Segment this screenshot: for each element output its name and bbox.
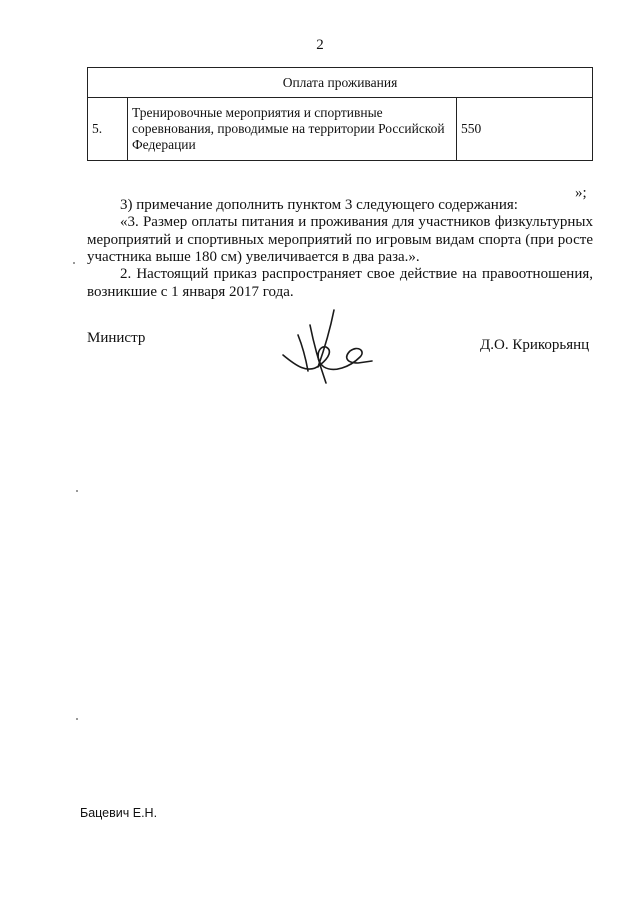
scan-speck (76, 490, 78, 492)
handwritten-signature (280, 305, 375, 395)
signer-name: Д.О. Крикорьянц (480, 337, 590, 353)
paragraph-note-3: «3. Размер оплаты питания и проживания для участников физкультурных мероприятий и спортивных мероприятий по игровым видам спорта (при росте участника выше 180 см) увеличивается в два раза.». (87, 214, 593, 265)
paragraph-item-3: 3) примечание дополнить пунктом 3 следующего содержания: (120, 197, 518, 213)
signer-position: Министр (87, 330, 146, 346)
row-name: Тренировочные мероприятия и спортивные соревнования, проводимые на территории Российской Федерации (128, 98, 457, 161)
scan-speck (73, 262, 75, 264)
row-value: 550 (457, 98, 593, 161)
closing-quote-mark: »; (575, 185, 587, 201)
table-section-header-row (88, 68, 593, 98)
executor-name: Бацевич Е.Н. (80, 806, 158, 820)
table-row (88, 98, 593, 161)
page-number: 2 (316, 37, 324, 53)
paragraph-item-2: 2. Настоящий приказ распространяет свое действие на правоотношения, возникшие с 1 января 2017 года. (87, 266, 593, 300)
table-section-header: Оплата проживания (88, 68, 593, 98)
scan-speck (76, 718, 78, 720)
rates-table (87, 67, 593, 161)
row-number: 5. (88, 98, 128, 161)
